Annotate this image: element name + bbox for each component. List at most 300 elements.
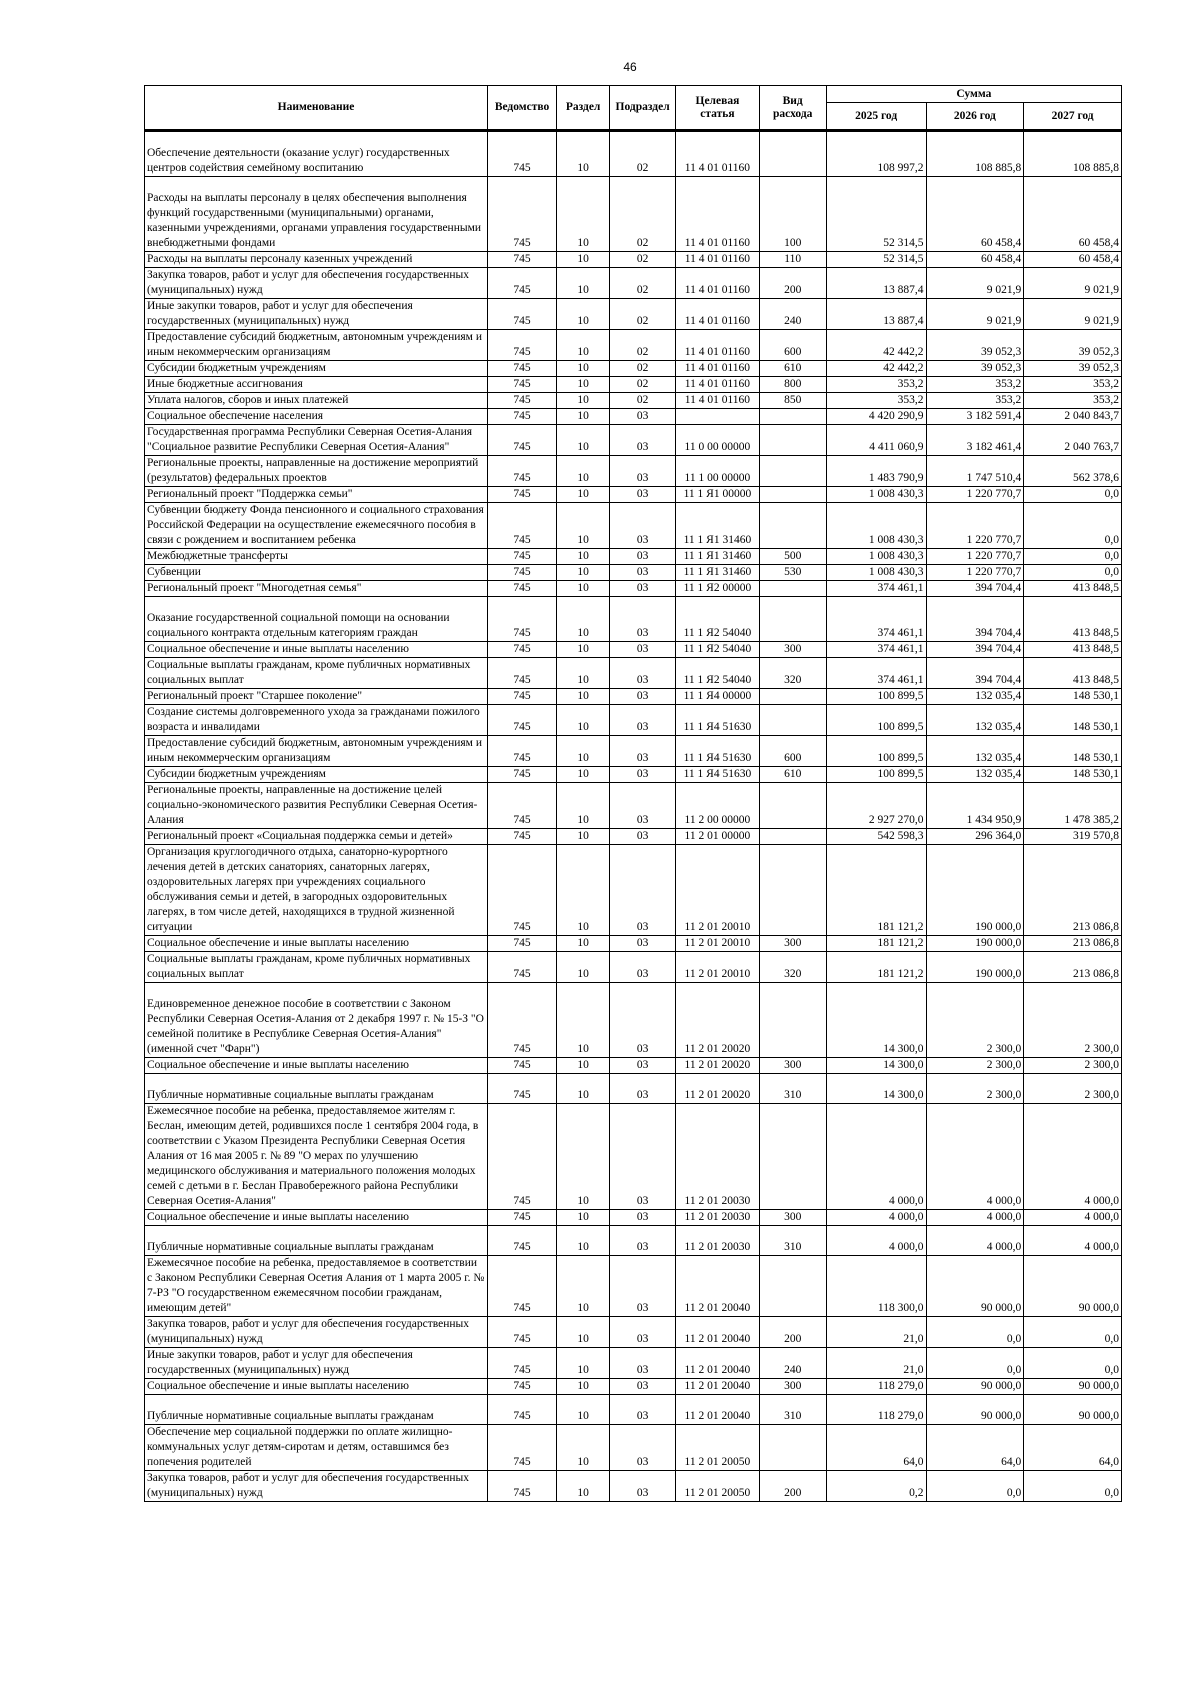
table-row [145, 393, 1122, 409]
cell-vedomstvo: 745 [487, 131, 556, 177]
cell-2026: 2 300,0 [926, 1074, 1024, 1104]
cell-name: Субвенции бюджету Фонда пенсионного и социального страхования Российской Федерации на осуществление ежемесячного пособия в связи с рождением и воспитанием ребенка [145, 503, 488, 549]
cell-razdel: 10 [557, 299, 610, 330]
cell-vid [759, 705, 826, 736]
cell-name: Социальные выплаты гражданам, кроме публичных нормативных социальных выплат [145, 658, 488, 689]
cell-razdel: 10 [557, 783, 610, 829]
cell-2025: 64,0 [826, 1425, 926, 1471]
cell-2026: 132 035,4 [926, 705, 1024, 736]
cell-vid [759, 409, 826, 425]
table-row [145, 597, 1122, 642]
cell-name: Ежемесячное пособие на ребенка, предоставляемое жителям г. Беслан, имеющим детей, родившихся после 1 сентября 2004 года, в соответствии с Указом Президента Республики Северная Осетия Алания от 16 мая 2005 г. № 89 "О мерах по улучшению медицинского обслуживания и материального положения молодых семей с детьми в г. Беслан Правобережного района Республики Северная Осетия-Алания" [145, 1104, 488, 1210]
cell-razdel: 10 [557, 642, 610, 658]
cell-razdel: 10 [557, 1425, 610, 1471]
cell-statia: 11 1 00 00000 [676, 456, 759, 487]
cell-vid: 240 [759, 1348, 826, 1379]
cell-name: Региональный проект «Социальная поддержка семьи и детей» [145, 829, 488, 845]
cell-2027: 64,0 [1024, 1425, 1122, 1471]
cell-vid: 310 [759, 1074, 826, 1104]
cell-statia: 11 1 Я2 54040 [676, 597, 759, 642]
cell-2027: 353,2 [1024, 393, 1122, 409]
header-name: Наименование [145, 86, 488, 131]
table-row [145, 983, 1122, 1058]
cell-vedomstvo: 745 [487, 845, 556, 936]
cell-name: Социальное обеспечение и иные выплаты населению [145, 1210, 488, 1226]
cell-name: Социальные выплаты гражданам, кроме публичных нормативных социальных выплат [145, 952, 488, 983]
cell-vedomstvo: 745 [487, 597, 556, 642]
table-row [145, 330, 1122, 361]
cell-2027: 2 040 763,7 [1024, 425, 1122, 456]
cell-statia: 11 2 01 20030 [676, 1226, 759, 1256]
cell-2025: 108 997,2 [826, 131, 926, 177]
cell-2027: 562 378,6 [1024, 456, 1122, 487]
cell-statia: 11 1 Я4 51630 [676, 736, 759, 767]
cell-vid [759, 1425, 826, 1471]
cell-podrazdel: 03 [610, 1226, 676, 1256]
cell-vid: 200 [759, 268, 826, 299]
table-row [145, 845, 1122, 936]
table-row [145, 736, 1122, 767]
cell-2025: 4 000,0 [826, 1210, 926, 1226]
cell-2027: 148 530,1 [1024, 736, 1122, 767]
cell-vedomstvo: 745 [487, 377, 556, 393]
cell-podrazdel: 02 [610, 268, 676, 299]
cell-statia: 11 4 01 01160 [676, 131, 759, 177]
cell-2025: 100 899,5 [826, 705, 926, 736]
cell-podrazdel: 03 [610, 487, 676, 503]
cell-vid [759, 689, 826, 705]
cell-2026: 2 300,0 [926, 983, 1024, 1058]
cell-vid [759, 131, 826, 177]
cell-2025: 181 121,2 [826, 845, 926, 936]
cell-razdel: 10 [557, 409, 610, 425]
cell-vid: 240 [759, 299, 826, 330]
cell-2025: 14 300,0 [826, 1074, 926, 1104]
cell-podrazdel: 03 [610, 829, 676, 845]
cell-podrazdel: 03 [610, 952, 676, 983]
cell-2025: 353,2 [826, 393, 926, 409]
cell-2027: 90 000,0 [1024, 1256, 1122, 1317]
cell-statia: 11 1 Я2 54040 [676, 642, 759, 658]
cell-podrazdel: 03 [610, 425, 676, 456]
table-row [145, 549, 1122, 565]
cell-name: Расходы на выплаты персоналу казенных учреждений [145, 252, 488, 268]
cell-vid [759, 983, 826, 1058]
cell-razdel: 10 [557, 361, 610, 377]
budget-table [144, 85, 1122, 1502]
cell-podrazdel: 03 [610, 1425, 676, 1471]
cell-statia: 11 1 Я1 31460 [676, 503, 759, 549]
cell-vid: 530 [759, 565, 826, 581]
cell-statia: 11 2 01 20020 [676, 1074, 759, 1104]
cell-2025: 374 461,1 [826, 597, 926, 642]
cell-name: Иные бюджетные ассигнования [145, 377, 488, 393]
cell-podrazdel: 03 [610, 581, 676, 597]
cell-2027: 60 458,4 [1024, 177, 1122, 252]
cell-name: Ежемесячное пособие на ребенка, предоставляемое в соответствии с Законом Республики Северная Осетия Алания от 1 марта 2005 г. № 7-РЗ "О государственном ежемесячном пособии гражданам, имеющим детей" [145, 1256, 488, 1317]
cell-2025: 1 483 790,9 [826, 456, 926, 487]
cell-vid: 300 [759, 1379, 826, 1395]
table-row [145, 177, 1122, 252]
cell-2027: 413 848,5 [1024, 581, 1122, 597]
cell-statia: 11 2 01 20050 [676, 1425, 759, 1471]
cell-2025: 1 008 430,3 [826, 565, 926, 581]
table-row [145, 565, 1122, 581]
cell-2025: 42 442,2 [826, 330, 926, 361]
cell-vid: 320 [759, 952, 826, 983]
cell-razdel: 10 [557, 503, 610, 549]
cell-2026: 0,0 [926, 1471, 1024, 1502]
cell-vedomstvo: 745 [487, 299, 556, 330]
cell-2026: 1 747 510,4 [926, 456, 1024, 487]
cell-razdel: 10 [557, 549, 610, 565]
cell-podrazdel: 03 [610, 597, 676, 642]
cell-vid [759, 829, 826, 845]
cell-name: Социальное обеспечение населения [145, 409, 488, 425]
cell-razdel: 10 [557, 829, 610, 845]
cell-2026: 190 000,0 [926, 936, 1024, 952]
cell-vedomstvo: 745 [487, 983, 556, 1058]
table-row [145, 377, 1122, 393]
cell-razdel: 10 [557, 845, 610, 936]
cell-2025: 0,2 [826, 1471, 926, 1502]
cell-name: Иные закупки товаров, работ и услуг для обеспечения государственных (муниципальных) нужд [145, 1348, 488, 1379]
cell-vid [759, 1104, 826, 1210]
cell-2026: 1 220 770,7 [926, 549, 1024, 565]
cell-name: Субсидии бюджетным учреждениям [145, 767, 488, 783]
cell-statia: 11 4 01 01160 [676, 299, 759, 330]
cell-statia: 11 2 01 20040 [676, 1395, 759, 1425]
cell-razdel: 10 [557, 1058, 610, 1074]
table-row [145, 705, 1122, 736]
cell-podrazdel: 03 [610, 1471, 676, 1502]
cell-2025: 100 899,5 [826, 689, 926, 705]
header-vid: Вид расхода [759, 86, 826, 131]
cell-vedomstvo: 745 [487, 1471, 556, 1502]
cell-statia: 11 1 Я4 00000 [676, 689, 759, 705]
cell-name: Закупка товаров, работ и услуг для обеспечения государственных (муниципальных) нужд [145, 1471, 488, 1502]
cell-podrazdel: 03 [610, 642, 676, 658]
header-statia: Целевая статья [676, 86, 759, 131]
cell-2025: 118 279,0 [826, 1379, 926, 1395]
cell-vid [759, 597, 826, 642]
cell-vedomstvo: 745 [487, 503, 556, 549]
cell-2027: 2 300,0 [1024, 1074, 1122, 1104]
cell-2025: 374 461,1 [826, 658, 926, 689]
cell-vid: 300 [759, 936, 826, 952]
cell-statia: 11 2 01 20040 [676, 1317, 759, 1348]
cell-2026: 64,0 [926, 1425, 1024, 1471]
cell-vedomstvo: 745 [487, 177, 556, 252]
cell-2025: 100 899,5 [826, 736, 926, 767]
cell-vid: 300 [759, 642, 826, 658]
table-body [145, 131, 1122, 1502]
cell-vedomstvo: 745 [487, 1395, 556, 1425]
cell-2026: 132 035,4 [926, 767, 1024, 783]
cell-2026: 132 035,4 [926, 736, 1024, 767]
cell-2025: 14 300,0 [826, 1058, 926, 1074]
cell-2026: 1 220 770,7 [926, 503, 1024, 549]
cell-statia: 11 4 01 01160 [676, 330, 759, 361]
table-row [145, 1395, 1122, 1425]
cell-2027: 413 848,5 [1024, 658, 1122, 689]
cell-razdel: 10 [557, 131, 610, 177]
cell-vedomstvo: 745 [487, 1348, 556, 1379]
cell-name: Социальное обеспечение и иные выплаты населению [145, 936, 488, 952]
cell-2025: 21,0 [826, 1348, 926, 1379]
cell-2026: 132 035,4 [926, 689, 1024, 705]
cell-statia: 11 2 01 20020 [676, 983, 759, 1058]
cell-name: Государственная программа Республики Северная Осетия-Алания "Социальное развитие Республики Северная Осетия-Алания" [145, 425, 488, 456]
cell-2027: 1 478 385,2 [1024, 783, 1122, 829]
cell-name: Публичные нормативные социальные выплаты гражданам [145, 1395, 488, 1425]
table-row [145, 689, 1122, 705]
table-row [145, 268, 1122, 299]
cell-podrazdel: 03 [610, 845, 676, 936]
cell-vid [759, 845, 826, 936]
table-row [145, 952, 1122, 983]
cell-vid: 100 [759, 177, 826, 252]
cell-2025: 13 887,4 [826, 268, 926, 299]
cell-podrazdel: 03 [610, 983, 676, 1058]
cell-vedomstvo: 745 [487, 1210, 556, 1226]
cell-vedomstvo: 745 [487, 330, 556, 361]
cell-statia: 11 2 01 20040 [676, 1348, 759, 1379]
cell-2026: 190 000,0 [926, 845, 1024, 936]
cell-statia: 11 1 Я4 51630 [676, 705, 759, 736]
cell-vid: 110 [759, 252, 826, 268]
cell-2027: 9 021,9 [1024, 268, 1122, 299]
cell-vedomstvo: 745 [487, 767, 556, 783]
cell-2026: 394 704,4 [926, 581, 1024, 597]
cell-2027: 148 530,1 [1024, 767, 1122, 783]
table-row [145, 1058, 1122, 1074]
cell-name: Социальное обеспечение и иные выплаты населению [145, 642, 488, 658]
cell-vedomstvo: 745 [487, 689, 556, 705]
cell-2026: 2 300,0 [926, 1058, 1024, 1074]
cell-podrazdel: 02 [610, 177, 676, 252]
cell-vid: 610 [759, 361, 826, 377]
table-row [145, 1317, 1122, 1348]
table-row [145, 425, 1122, 456]
cell-podrazdel: 02 [610, 393, 676, 409]
cell-2025: 181 121,2 [826, 952, 926, 983]
cell-podrazdel: 03 [610, 549, 676, 565]
cell-razdel: 10 [557, 1226, 610, 1256]
header-2026: 2026 год [926, 103, 1024, 131]
table-row [145, 581, 1122, 597]
cell-razdel: 10 [557, 393, 610, 409]
cell-razdel: 10 [557, 456, 610, 487]
cell-2027: 2 040 843,7 [1024, 409, 1122, 425]
cell-podrazdel: 03 [610, 565, 676, 581]
cell-2025: 374 461,1 [826, 642, 926, 658]
cell-razdel: 10 [557, 983, 610, 1058]
cell-vedomstvo: 745 [487, 393, 556, 409]
cell-podrazdel: 03 [610, 1256, 676, 1317]
cell-vid [759, 581, 826, 597]
cell-vedomstvo: 745 [487, 1074, 556, 1104]
cell-2026: 4 000,0 [926, 1104, 1024, 1210]
cell-statia [676, 409, 759, 425]
cell-2027: 39 052,3 [1024, 361, 1122, 377]
cell-name: Субвенции [145, 565, 488, 581]
cell-name: Расходы на выплаты персоналу в целях обеспечения выполнения функций государственными (муниципальными) органами, казенными учреждениями, органами управления государственными внебюджетными фондами [145, 177, 488, 252]
cell-statia: 11 2 01 00000 [676, 829, 759, 845]
cell-2027: 353,2 [1024, 377, 1122, 393]
cell-2027: 0,0 [1024, 503, 1122, 549]
cell-vid: 800 [759, 377, 826, 393]
table-row [145, 1425, 1122, 1471]
cell-statia: 11 1 Я4 51630 [676, 767, 759, 783]
cell-2027: 148 530,1 [1024, 705, 1122, 736]
cell-2026: 0,0 [926, 1317, 1024, 1348]
cell-name: Создание системы долговременного ухода за гражданами пожилого возраста и инвалидами [145, 705, 488, 736]
cell-name: Межбюджетные трансферты [145, 549, 488, 565]
cell-2025: 52 314,5 [826, 177, 926, 252]
cell-statia: 11 2 00 00000 [676, 783, 759, 829]
cell-2025: 181 121,2 [826, 936, 926, 952]
cell-name: Предоставление субсидий бюджетным, автономным учреждениям и иным некоммерческим организациям [145, 736, 488, 767]
cell-vid: 300 [759, 1058, 826, 1074]
cell-razdel: 10 [557, 1471, 610, 1502]
cell-vedomstvo: 745 [487, 642, 556, 658]
cell-razdel: 10 [557, 330, 610, 361]
cell-podrazdel: 03 [610, 1395, 676, 1425]
cell-razdel: 10 [557, 767, 610, 783]
cell-vedomstvo: 745 [487, 1226, 556, 1256]
cell-vid: 600 [759, 330, 826, 361]
cell-2026: 39 052,3 [926, 330, 1024, 361]
cell-name: Иные закупки товаров, работ и услуг для обеспечения государственных (муниципальных) нужд [145, 299, 488, 330]
cell-2026: 90 000,0 [926, 1379, 1024, 1395]
cell-2025: 52 314,5 [826, 252, 926, 268]
table-row [145, 1074, 1122, 1104]
cell-2026: 0,0 [926, 1348, 1024, 1379]
cell-2026: 1 434 950,9 [926, 783, 1024, 829]
cell-vedomstvo: 745 [487, 829, 556, 845]
cell-2027: 2 300,0 [1024, 983, 1122, 1058]
cell-vid: 310 [759, 1226, 826, 1256]
cell-statia: 11 2 01 20020 [676, 1058, 759, 1074]
cell-razdel: 10 [557, 1104, 610, 1210]
table-row [145, 299, 1122, 330]
cell-2027: 4 000,0 [1024, 1226, 1122, 1256]
cell-2026: 1 220 770,7 [926, 565, 1024, 581]
cell-2025: 42 442,2 [826, 361, 926, 377]
cell-2025: 4 000,0 [826, 1104, 926, 1210]
cell-razdel: 10 [557, 1348, 610, 1379]
cell-vid: 850 [759, 393, 826, 409]
table-row [145, 1256, 1122, 1317]
cell-name: Обеспечение деятельности (оказание услуг) государственных центров содействия семейному воспитанию [145, 131, 488, 177]
cell-podrazdel: 03 [610, 456, 676, 487]
cell-vid: 200 [759, 1317, 826, 1348]
cell-name: Оказание государственной социальной помощи на основании социального контракта отдельным категориям граждан [145, 597, 488, 642]
cell-vedomstvo: 745 [487, 658, 556, 689]
table-row [145, 456, 1122, 487]
cell-vedomstvo: 745 [487, 936, 556, 952]
cell-vid: 320 [759, 658, 826, 689]
cell-statia: 11 2 01 20030 [676, 1104, 759, 1210]
cell-vedomstvo: 745 [487, 1425, 556, 1471]
header-podrazdel: Подраздел [610, 86, 676, 131]
cell-statia: 11 1 Я1 31460 [676, 549, 759, 565]
page-number: 46 [623, 60, 637, 74]
cell-name: Социальное обеспечение и иные выплаты населению [145, 1379, 488, 1395]
cell-2026: 394 704,4 [926, 642, 1024, 658]
cell-2027: 413 848,5 [1024, 642, 1122, 658]
cell-statia: 11 0 00 00000 [676, 425, 759, 456]
cell-vedomstvo: 745 [487, 1104, 556, 1210]
cell-podrazdel: 03 [610, 705, 676, 736]
cell-2026: 353,2 [926, 377, 1024, 393]
cell-2026: 190 000,0 [926, 952, 1024, 983]
cell-razdel: 10 [557, 581, 610, 597]
cell-podrazdel: 03 [610, 658, 676, 689]
table-header [145, 86, 1122, 131]
header-razdel: Раздел [557, 86, 610, 131]
cell-podrazdel: 03 [610, 1317, 676, 1348]
cell-2025: 542 598,3 [826, 829, 926, 845]
cell-vedomstvo: 745 [487, 783, 556, 829]
cell-2025: 14 300,0 [826, 983, 926, 1058]
cell-2026: 353,2 [926, 393, 1024, 409]
cell-2025: 118 279,0 [826, 1395, 926, 1425]
cell-statia: 11 2 01 20040 [676, 1379, 759, 1395]
cell-razdel: 10 [557, 268, 610, 299]
table-row [145, 131, 1122, 177]
cell-2026: 4 000,0 [926, 1210, 1024, 1226]
cell-podrazdel: 02 [610, 377, 676, 393]
cell-podrazdel: 03 [610, 1058, 676, 1074]
cell-2026: 296 364,0 [926, 829, 1024, 845]
cell-vedomstvo: 745 [487, 409, 556, 425]
table-row [145, 503, 1122, 549]
cell-vid [759, 456, 826, 487]
cell-2027: 60 458,4 [1024, 252, 1122, 268]
table-row [145, 361, 1122, 377]
cell-2027: 108 885,8 [1024, 131, 1122, 177]
cell-2025: 353,2 [826, 377, 926, 393]
header-2027: 2027 год [1024, 103, 1122, 131]
cell-name: Публичные нормативные социальные выплаты гражданам [145, 1074, 488, 1104]
cell-2025: 13 887,4 [826, 299, 926, 330]
cell-2025: 1 008 430,3 [826, 549, 926, 565]
cell-2025: 1 008 430,3 [826, 487, 926, 503]
table-row [145, 1379, 1122, 1395]
table-row [145, 1348, 1122, 1379]
cell-statia: 11 2 01 20050 [676, 1471, 759, 1502]
cell-podrazdel: 03 [610, 783, 676, 829]
cell-vid: 310 [759, 1395, 826, 1425]
table-row [145, 783, 1122, 829]
cell-name: Региональный проект "Многодетная семья" [145, 581, 488, 597]
cell-vedomstvo: 745 [487, 252, 556, 268]
cell-vedomstvo: 745 [487, 361, 556, 377]
cell-statia: 11 4 01 01160 [676, 177, 759, 252]
cell-name: Региональный проект "Старшее поколение" [145, 689, 488, 705]
cell-vid [759, 503, 826, 549]
cell-statia: 11 2 01 20010 [676, 952, 759, 983]
cell-2027: 213 086,8 [1024, 952, 1122, 983]
cell-podrazdel: 02 [610, 299, 676, 330]
cell-statia: 11 2 01 20030 [676, 1210, 759, 1226]
cell-2026: 108 885,8 [926, 131, 1024, 177]
cell-2027: 0,0 [1024, 487, 1122, 503]
header-vedomstvo: Ведомство [487, 86, 556, 131]
cell-2027: 0,0 [1024, 565, 1122, 581]
